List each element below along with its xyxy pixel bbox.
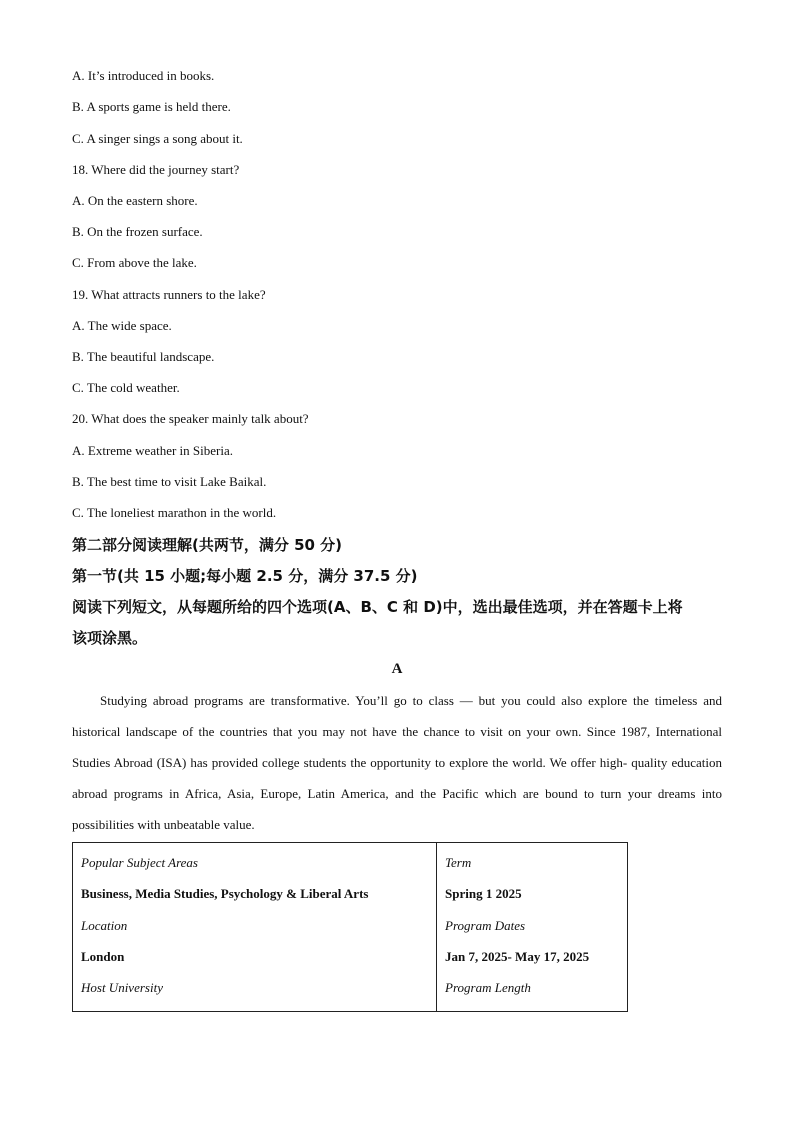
dates-value: Jan 7, 2025- May 17, 2025 — [445, 948, 590, 964]
location-value: London — [81, 948, 125, 964]
table-right-column — [437, 843, 628, 1012]
question-18: 18. Where did the journey start? — [72, 162, 240, 177]
host-label: Host University — [81, 980, 163, 996]
section-subtitle: 第一节(共 15 小题;每小题 2.5 分，满分 37.5 分) — [72, 567, 418, 585]
option-b-q19: B. The beautiful landscape. — [72, 349, 215, 364]
length-label: Program Length — [445, 980, 531, 996]
term-value: Spring 1 2025 — [445, 886, 522, 902]
table-left-column — [73, 843, 437, 1012]
option-c-q20: C. The loneliest marathon in the world. — [72, 505, 277, 520]
part-title: 第二部分阅读理解(共两节，满分 50 分) — [72, 536, 343, 554]
subject-label: Popular Subject Areas — [81, 855, 198, 870]
program-info-table — [72, 842, 628, 1012]
option-c-q17: C. A singer sings a song about it. — [72, 131, 243, 146]
option-c-q19: C. The cold weather. — [72, 380, 180, 395]
option-a-q18: A. On the eastern shore. — [72, 193, 198, 208]
passage-label: A — [391, 661, 403, 677]
location-label: Location — [81, 917, 128, 933]
instruction-text-cont: 该项涂黑。 — [72, 629, 148, 647]
option-a-q19: A. The wide space. — [72, 318, 172, 333]
instruction-text: 阅读下列短文，从每题所给的四个选项(A、B、C 和 D)中，选出最佳选项，并在答题卡上将 — [72, 598, 683, 616]
option-a-q17: A. It’s introduced in books. — [72, 68, 215, 83]
passage-paragraph: Studying abroad programs are transformative. You’ll go to class — but you could also explore the timeless and historical landscape of the countries that you may not have the chance to visit on your own. Since 1987, International Studies Abroad (ISA) has provided college students the opportunity to explore the world. We offer high- quality education abroad programs in Africa, Asia, Europe, Latin America, and the Pacific which are bound to turn your dreams into possibilities with unbeatable value. — [72, 693, 722, 832]
dates-label: Program Dates — [445, 917, 526, 933]
question-20: 20. What does the speaker mainly talk about? — [72, 411, 309, 426]
term-label: Term — [445, 855, 472, 870]
option-c-q18: C. From above the lake. — [72, 255, 197, 270]
subject-value: Business, Media Studies, Psychology & Liberal Arts — [81, 886, 369, 902]
option-a-q20: A. Extreme weather in Siberia. — [72, 443, 233, 458]
question-19: 19. What attracts runners to the lake? — [72, 287, 266, 302]
option-b-q20: B. The best time to visit Lake Baikal. — [72, 474, 267, 489]
option-b-q17: B. A sports game is held there. — [72, 99, 231, 114]
option-b-q18: B. On the frozen surface. — [72, 224, 203, 239]
